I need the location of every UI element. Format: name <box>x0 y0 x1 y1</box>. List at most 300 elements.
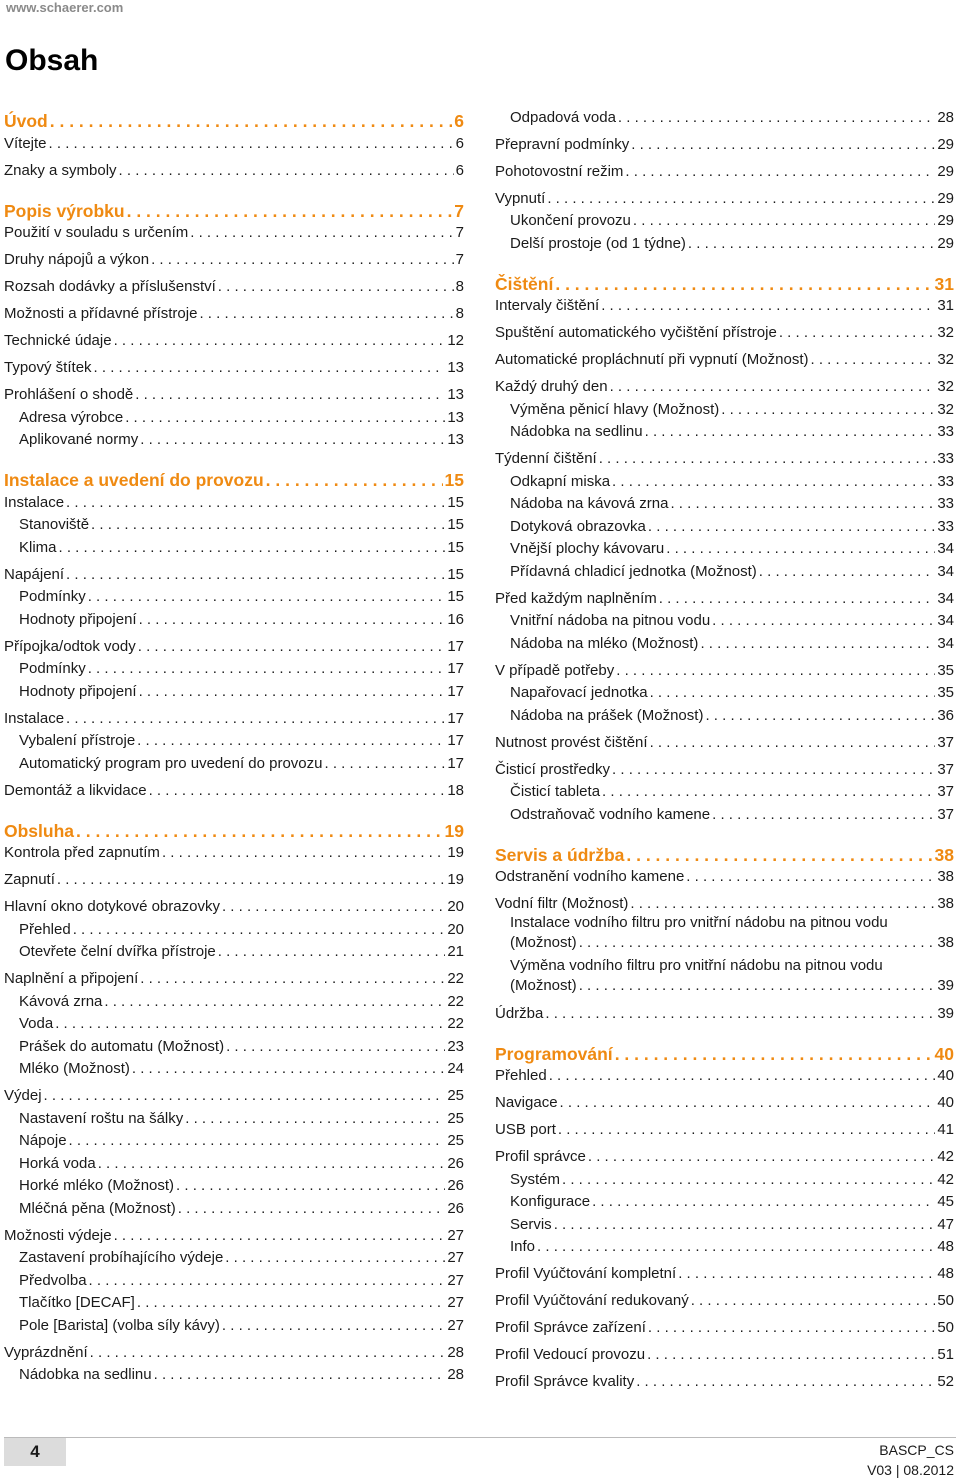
toc-chapter[interactable] <box>4 194 464 220</box>
toc-entry[interactable] <box>495 1090 954 1113</box>
dot-leader <box>199 305 453 323</box>
dot-leader <box>705 707 935 725</box>
toc-entry-label: Pohotovostní režim <box>495 162 624 180</box>
toc-subentry[interactable] <box>4 1195 464 1218</box>
toc-entry-page: 39 <box>937 1004 954 1022</box>
toc-subentry[interactable] <box>4 916 464 939</box>
toc-entry-label: Horká voda <box>19 1154 96 1172</box>
dot-leader <box>88 588 446 606</box>
toc-entry-label: Odpadová voda <box>510 108 616 126</box>
toc-entry-label: Otevřete čelní dvířka přístroje <box>19 943 216 960</box>
toc-entry-label: Voda <box>19 1015 54 1032</box>
dot-leader <box>137 1294 445 1312</box>
toc-entry-label: Typový štítek <box>4 359 92 376</box>
dot-leader <box>127 202 453 220</box>
toc-chapter[interactable] <box>495 838 954 864</box>
toc-entry-label: Přípojka/odtok vody <box>4 637 136 655</box>
toc-subentry[interactable] <box>4 427 464 450</box>
toc-entry[interactable] <box>4 130 464 153</box>
toc-subentry[interactable] <box>495 104 954 127</box>
dot-leader <box>648 1319 935 1337</box>
dot-leader <box>137 732 445 750</box>
dot-leader <box>592 1193 935 1211</box>
toc-entry-label: Zastavení probíhajícího výdeje <box>19 1249 224 1266</box>
toc-subentry[interactable] <box>4 512 464 535</box>
toc-subentry[interactable] <box>495 468 954 491</box>
toc-entry-page: 8 <box>455 278 464 295</box>
toc-entry-label: Info <box>510 1238 536 1255</box>
toc-chapter-label: Servis a údržba <box>495 844 625 865</box>
toc-entry-label: Druhy nápojů a výkon <box>4 251 150 268</box>
toc-entry-page: 40 <box>937 1067 954 1084</box>
toc-entry-page: 39 <box>937 976 954 994</box>
toc-entry[interactable] <box>4 1222 464 1245</box>
toc-entry-page: 48 <box>937 1265 954 1282</box>
toc-entry[interactable] <box>495 1315 954 1338</box>
toc-entry-label: Napařovací jednotka <box>510 684 648 701</box>
footer-divider <box>4 1437 956 1438</box>
dot-leader <box>659 590 936 608</box>
toc-entry-label: Zapnutí <box>4 871 55 888</box>
toc-chapter-label: Obsluha <box>4 820 75 841</box>
toc-subentry[interactable] <box>495 801 954 824</box>
toc-entry-label: Nastavení roštu na šálky <box>19 1109 184 1127</box>
dot-leader <box>218 278 454 296</box>
toc-entry-page: 38 <box>937 895 954 912</box>
toc-entry-label: Odkapní miska <box>510 472 611 490</box>
toc-entry-page: 21 <box>447 943 464 960</box>
toc-entry-label: Instalace <box>4 493 65 511</box>
dot-leader <box>66 494 445 512</box>
toc-entry-page: 17 <box>447 732 464 749</box>
toc-subentry[interactable] <box>4 1033 464 1056</box>
dot-leader <box>616 662 935 680</box>
dot-leader <box>94 359 446 377</box>
toc-entry-label: Vypnutí <box>495 189 546 207</box>
dot-leader <box>678 1265 935 1283</box>
toc-entry-label: Nádoba na prášek (Možnost) <box>510 706 704 724</box>
toc-entry[interactable] <box>4 247 464 270</box>
toc-subentry[interactable] <box>4 1312 464 1335</box>
dot-leader <box>57 871 445 889</box>
toc-subentry[interactable] <box>4 1011 464 1034</box>
toc-subentry[interactable] <box>4 534 464 557</box>
toc-entry-label: Profil Vedoucí provozu <box>495 1346 646 1363</box>
dot-leader <box>615 1045 933 1063</box>
dot-leader <box>59 539 446 557</box>
toc-entry-page: 13 <box>447 386 464 403</box>
dot-leader <box>139 683 446 701</box>
toc-subentry[interactable] <box>495 779 954 802</box>
dot-leader <box>98 1155 446 1173</box>
toc-entry-page: 33 <box>937 517 954 535</box>
toc-entry-label: Vnější plochy kávovaru <box>510 540 665 557</box>
toc-entry-page: 37 <box>937 783 954 800</box>
dot-leader <box>779 324 936 342</box>
toc-entry-label: Výměna pěnicí hlavy (Možnost) <box>510 400 720 418</box>
toc-entry-label: Prášek do automatu (Možnost) <box>19 1037 225 1055</box>
toc-entry[interactable] <box>495 158 954 181</box>
toc-entry-label: Aplikované normy <box>19 431 139 448</box>
dot-leader <box>650 734 936 752</box>
toc-subentry[interactable] <box>4 1128 464 1151</box>
toc-entry-label: Instalace vodního filtru pro vnitřní nádobu na pitnou vodu <box>510 914 888 931</box>
toc-entry-label-continued: (Možnost) <box>510 976 577 994</box>
toc-entry-page: 27 <box>447 1294 464 1311</box>
toc-entry[interactable] <box>4 894 464 917</box>
toc-entry-label: Nádoba na kávová zrna <box>510 495 669 512</box>
toc-subentry[interactable] <box>4 1362 464 1385</box>
toc-subentry[interactable] <box>4 606 464 629</box>
toc-subentry[interactable] <box>495 208 954 231</box>
toc-entry-page: 6 <box>455 161 464 179</box>
toc-subentry[interactable] <box>495 702 954 725</box>
dot-leader <box>631 136 935 154</box>
toc-entry-page: 17 <box>447 660 464 677</box>
toc-entry-label: Mléko (Možnost) <box>19 1060 130 1077</box>
toc-subentry[interactable] <box>495 1211 954 1234</box>
toc-entry-page: 28 <box>447 1343 464 1361</box>
dot-leader <box>135 386 445 404</box>
toc-entry-label: Předvolba <box>19 1271 87 1289</box>
toc-subentry[interactable] <box>495 396 954 419</box>
toc-entry[interactable] <box>4 489 464 512</box>
toc-entry-label: Přídavná chladicí jednotka (Možnost) <box>510 562 757 580</box>
toc-entry[interactable] <box>4 382 464 405</box>
dot-leader <box>119 162 454 180</box>
toc-entry-label: Výdej <box>4 1087 42 1104</box>
toc-entry-label: Odstranění vodního kamene <box>495 868 685 885</box>
toc-entry-page: 7 <box>455 251 464 268</box>
toc-entry-page: 27 <box>447 1316 464 1334</box>
toc-entry-page: 13 <box>447 431 464 448</box>
dot-leader <box>691 1292 936 1310</box>
toc-entry[interactable] <box>4 355 464 378</box>
dot-leader <box>612 473 935 491</box>
toc-entry-page: 38 <box>937 934 954 951</box>
toc-entry-page: 13 <box>447 408 464 426</box>
toc-entry[interactable] <box>495 185 954 208</box>
dot-leader <box>602 783 935 801</box>
toc-entry-page: 19 <box>447 844 464 861</box>
dot-leader <box>89 1272 446 1290</box>
dot-leader <box>266 471 443 489</box>
dot-leader <box>218 943 446 961</box>
toc-entry[interactable] <box>495 756 954 779</box>
toc-chapter-page: 15 <box>444 470 464 490</box>
dot-leader <box>626 846 932 864</box>
toc-entry-label: Výměna vodního filtru pro vnitřní nádobu na pitnou vodu <box>510 956 883 974</box>
dot-leader <box>648 518 935 536</box>
toc-entry[interactable] <box>495 864 954 887</box>
toc-entry[interactable] <box>495 131 954 154</box>
toc-entry[interactable] <box>495 320 954 343</box>
toc-entry[interactable] <box>495 1261 954 1284</box>
toc-entry-page: 29 <box>937 212 954 229</box>
toc-chapter[interactable] <box>4 814 464 840</box>
dot-leader <box>610 378 936 396</box>
toc-entry[interactable] <box>495 446 954 469</box>
toc-subentry[interactable] <box>495 513 954 536</box>
toc-subentry[interactable] <box>495 1166 954 1189</box>
toc-entry[interactable] <box>4 1339 464 1362</box>
toc-entry[interactable] <box>4 301 464 324</box>
toc-subentry[interactable] <box>495 1189 954 1212</box>
dot-leader <box>562 1171 935 1189</box>
dot-leader <box>810 351 935 369</box>
dot-leader <box>185 1110 445 1128</box>
toc-entry-label: Profil správce <box>495 1148 586 1165</box>
toc-subentry[interactable] <box>495 230 954 253</box>
toc-entry-label: Spuštění automatického vyčištění přístroje <box>495 324 777 341</box>
dot-leader <box>625 163 935 181</box>
dot-leader <box>549 1067 936 1085</box>
dot-leader <box>688 235 935 253</box>
dot-leader <box>138 638 446 656</box>
toc-subentry[interactable] <box>4 1105 464 1128</box>
toc-entry-page: 23 <box>447 1037 464 1055</box>
toc-subentry[interactable] <box>495 630 954 653</box>
toc-entry-page: 48 <box>937 1238 954 1255</box>
dot-leader <box>55 1015 445 1033</box>
toc-entry[interactable] <box>4 220 464 243</box>
toc-entry-label: Podmínky <box>19 588 86 605</box>
toc-chapter[interactable] <box>495 1037 954 1063</box>
dot-leader <box>76 822 443 840</box>
toc-subentry[interactable] <box>4 1150 464 1173</box>
dot-leader <box>650 684 936 702</box>
toc-entry-page: 33 <box>937 495 954 512</box>
dot-leader <box>601 297 935 315</box>
toc-entry[interactable] <box>495 657 954 680</box>
toc-entry-page: 32 <box>937 324 954 341</box>
toc-entry[interactable] <box>495 1369 954 1392</box>
toc-entry-page: 28 <box>937 108 954 126</box>
toc-chapter-label: Instalace a uvedení do provozu <box>4 470 264 490</box>
toc-entry-page: 31 <box>937 297 954 314</box>
dot-leader <box>547 190 935 208</box>
toc-entry-label: Před každým naplněním <box>495 589 657 607</box>
dot-leader <box>132 1060 445 1078</box>
dot-leader <box>125 409 445 427</box>
toc-entry[interactable] <box>4 1083 464 1106</box>
toc-entry-label: Profil Vyúčtování redukovaný <box>495 1292 689 1309</box>
dot-leader <box>554 1216 936 1234</box>
toc-entry-label: Technické údaje <box>4 332 112 349</box>
toc-entry-page: 25 <box>447 1087 464 1104</box>
toc-chapter-page: 7 <box>454 200 464 221</box>
toc-entry-label: Navigace <box>495 1094 558 1111</box>
toc-entry-label: Možnosti a přídavné přístroje <box>4 305 198 322</box>
toc-subentry[interactable] <box>495 558 954 581</box>
toc-entry-page: 22 <box>447 970 464 987</box>
dot-leader <box>599 450 936 468</box>
toc-subentry[interactable] <box>495 491 954 514</box>
toc-entry[interactable] <box>495 913 954 953</box>
toc-subentry[interactable] <box>495 419 954 442</box>
toc-entry-page: 18 <box>447 781 464 799</box>
toc-entry-page: 22 <box>447 992 464 1010</box>
toc-entry[interactable] <box>4 274 464 297</box>
toc-subentry[interactable] <box>4 728 464 751</box>
toc-subentry[interactable] <box>4 1245 464 1268</box>
toc-entry-label: Automatický program pro uvedení do provozu <box>19 754 323 772</box>
toc-entry-label: Možnosti výdeje <box>4 1226 112 1244</box>
toc-entry-label: Kontrola před zapnutím <box>4 844 160 861</box>
toc-entry-page: 7 <box>455 224 464 241</box>
toc-subentry[interactable] <box>495 536 954 559</box>
toc-entry[interactable] <box>495 1342 954 1365</box>
toc-entry-page: 27 <box>447 1226 464 1244</box>
toc-subentry[interactable] <box>4 1173 464 1196</box>
dot-leader <box>588 1148 935 1166</box>
toc-subentry[interactable] <box>4 1267 464 1290</box>
toc-chapter-page: 38 <box>934 844 954 865</box>
toc-entry-page: 33 <box>937 423 954 440</box>
toc-entry[interactable] <box>495 347 954 370</box>
toc-entry[interactable] <box>4 966 464 989</box>
dot-leader <box>88 660 446 678</box>
toc-entry[interactable] <box>4 561 464 584</box>
toc-entry-label: Servis <box>510 1215 552 1233</box>
toc-entry-label: Vnitřní nádoba na pitnou vodu <box>510 612 711 629</box>
page-number: 4 <box>4 1438 66 1466</box>
dot-leader <box>222 898 445 916</box>
dot-leader <box>66 710 445 728</box>
toc-subentry[interactable] <box>4 404 464 427</box>
dot-leader <box>44 1087 446 1105</box>
toc-entry-page: 29 <box>937 234 954 252</box>
toc-entry-page: 34 <box>937 634 954 652</box>
toc-chapter-page: 19 <box>444 820 464 841</box>
dot-leader <box>104 993 445 1011</box>
toc-entry[interactable] <box>495 956 954 996</box>
dot-leader <box>686 868 935 886</box>
toc-entry-label: Tlačítko [DECAF] <box>19 1294 135 1311</box>
toc-chapter[interactable] <box>4 104 464 130</box>
toc-chapter-page: 31 <box>934 273 954 294</box>
toc-entry[interactable] <box>495 1144 954 1167</box>
toc-entry-page: 26 <box>447 1177 464 1194</box>
dot-leader <box>66 566 445 584</box>
toc-entry-label: Systém <box>510 1170 561 1188</box>
toc-entry[interactable] <box>495 374 954 397</box>
toc-entry-page: 42 <box>937 1170 954 1188</box>
toc-entry-label: Každý druhý den <box>495 378 608 395</box>
toc-entry-page: 17 <box>447 637 464 655</box>
toc-subentry[interactable] <box>4 656 464 679</box>
toc-entry[interactable] <box>4 777 464 800</box>
toc-entry-page: 41 <box>937 1121 954 1138</box>
toc-entry[interactable] <box>495 1288 954 1311</box>
toc-entry-label: Ukončení provozu <box>510 212 631 229</box>
toc-chapter-label: Čištění <box>495 273 554 294</box>
toc-entry-label: Nádoba na mléko (Možnost) <box>510 634 699 652</box>
toc-entry-label: Intervaly čištění <box>495 297 600 314</box>
toc-entry[interactable] <box>4 633 464 656</box>
toc-subentry[interactable] <box>495 680 954 703</box>
toc-entry-page: 17 <box>447 709 464 727</box>
toc-entry-label: Čisticí tableta <box>510 783 601 800</box>
toc-entry-label: Nutnost provést čištění <box>495 733 648 751</box>
dot-leader <box>670 495 935 513</box>
site-url[interactable]: www.schaerer.com <box>6 0 124 15</box>
toc-entry-label: Znaky a symboly <box>4 161 117 179</box>
toc-entry-label: Profil Správce zařízení <box>495 1319 646 1336</box>
toc-entry-label: Konfigurace <box>510 1193 591 1210</box>
toc-chapter[interactable] <box>4 463 464 489</box>
toc-entry[interactable] <box>495 891 954 914</box>
toc-entry-page: 52 <box>937 1373 954 1390</box>
toc-entry-label: Nápoje <box>19 1132 67 1149</box>
toc-entry-label: Nádobka na sedlinu <box>19 1366 152 1383</box>
dot-leader <box>176 1177 445 1195</box>
toc-entry-page: 32 <box>937 400 954 418</box>
dot-leader <box>537 1238 935 1256</box>
toc-entry-page: 29 <box>937 189 954 207</box>
toc-subentry[interactable] <box>495 1234 954 1257</box>
toc-entry[interactable] <box>4 328 464 351</box>
toc-subentry[interactable] <box>495 608 954 631</box>
toc-entry-page: 15 <box>447 565 464 583</box>
toc-entry-label: Stanoviště <box>19 516 90 533</box>
toc-entry[interactable] <box>495 1000 954 1023</box>
toc-entry-page: 29 <box>937 162 954 180</box>
toc-entry-page: 15 <box>447 588 464 605</box>
toc-subentry[interactable] <box>4 1056 464 1079</box>
dot-leader <box>49 135 454 153</box>
toc-entry-page: 33 <box>937 472 954 490</box>
toc-entry[interactable] <box>4 705 464 728</box>
toc-entry-label: Mléčná pěna (Možnost) <box>19 1199 176 1217</box>
toc-entry[interactable] <box>495 585 954 608</box>
toc-subentry[interactable] <box>4 678 464 701</box>
toc-entry-page: 6 <box>455 134 464 152</box>
dot-leader <box>666 540 935 558</box>
dot-leader <box>69 1132 446 1150</box>
toc-entry[interactable] <box>495 1117 954 1140</box>
toc-entry-label: V případě potřeby <box>495 661 615 679</box>
toc-entry-label: Odstraňovač vodního kamene <box>510 805 711 823</box>
toc-entry-page: 19 <box>447 871 464 888</box>
toc-entry-page: 8 <box>455 305 464 322</box>
toc-subentry[interactable] <box>4 988 464 1011</box>
dot-leader <box>222 1317 445 1335</box>
toc-entry-label: Podmínky <box>19 660 86 677</box>
toc-subentry[interactable] <box>4 939 464 962</box>
toc-entry[interactable] <box>495 1063 954 1086</box>
toc-entry-label: USB port <box>495 1121 556 1138</box>
toc-entry[interactable] <box>4 157 464 180</box>
toc-entry-page: 36 <box>937 706 954 724</box>
toc-subentry[interactable] <box>4 750 464 773</box>
toc-entry[interactable] <box>495 293 954 316</box>
toc-entry[interactable] <box>4 867 464 890</box>
toc-subentry[interactable] <box>4 584 464 607</box>
toc-entry-page: 25 <box>447 1132 464 1149</box>
dot-leader <box>560 1094 936 1112</box>
toc-entry[interactable] <box>495 729 954 752</box>
toc-entry-label: Vodní filtr (Možnost) <box>495 895 629 912</box>
toc-chapter[interactable] <box>495 267 954 293</box>
toc-entry-label: Dotyková obrazovka <box>510 517 646 535</box>
toc-entry-page: 35 <box>937 684 954 701</box>
toc-entry[interactable] <box>4 840 464 863</box>
toc-subentry[interactable] <box>4 1290 464 1313</box>
toc-entry-page: 25 <box>447 1109 464 1127</box>
toc-entry-page: 20 <box>447 898 464 915</box>
toc-entry-page: 37 <box>937 733 954 751</box>
